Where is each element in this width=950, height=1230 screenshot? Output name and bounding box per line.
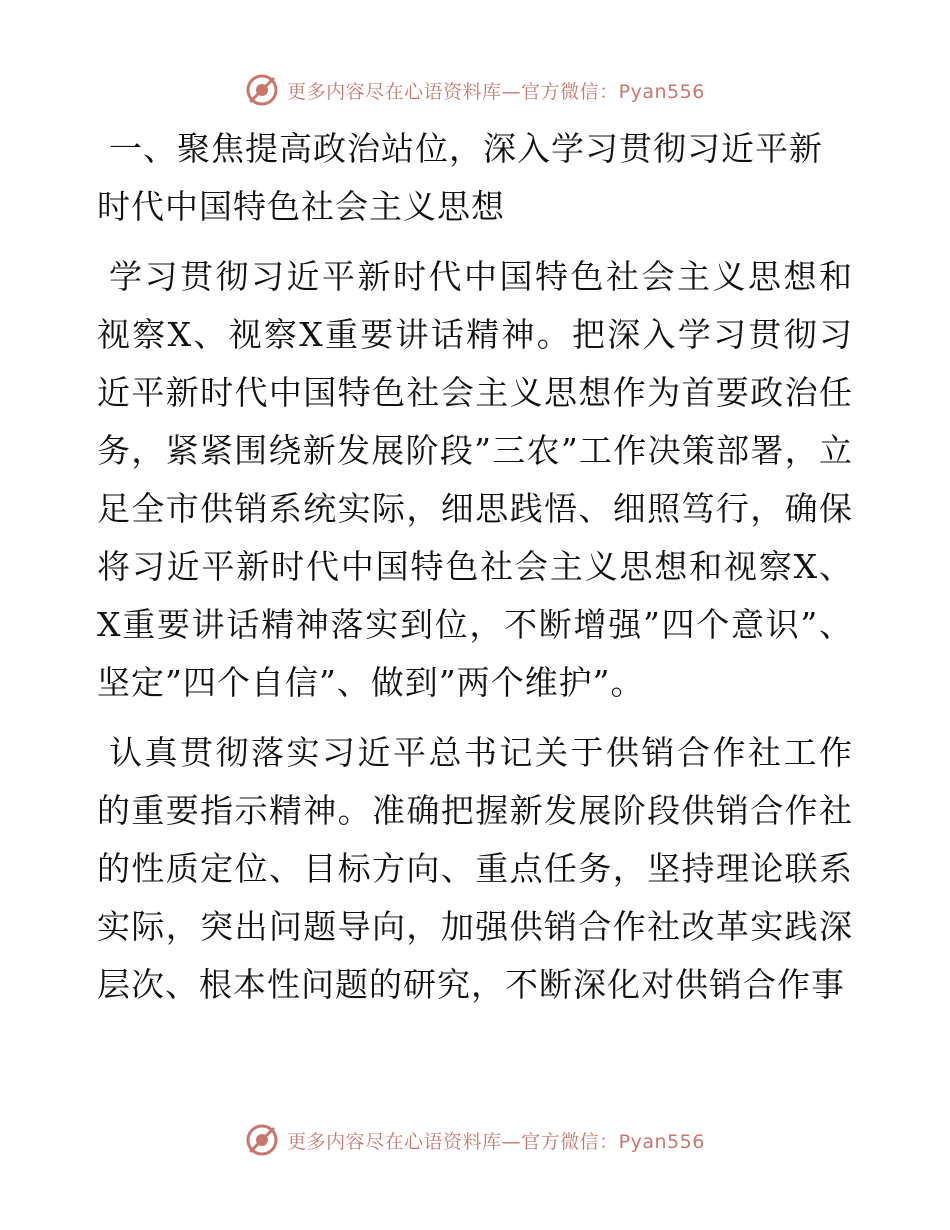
document-body [97, 120, 853, 1026]
section-heading: 一、聚焦提高政治站位，深入学习贯彻习近平新时代中国特色社会主义思想 [97, 129, 823, 226]
brand-logo-icon [245, 1123, 279, 1157]
brand-logo-icon [245, 73, 279, 107]
footer-watermark-banner [0, 1120, 950, 1160]
watermark-text: 更多内容尽在心语资料库—官方微信：Pyan556 [287, 1130, 705, 1153]
paragraph: 学习贯彻习近平新时代中国特色社会主义思想和视察X、视察X重要讲话精神。把深入学习贯彻习近平新时代中国特色社会主义思想作为首要政治任务，紧紧围绕新发展阶段”三农”工作决策部署，立足全市供销系统实际，细思践悟、细照笃行，确保将习近平新时代中国特色社会主义思想和视察X、X重要讲话精神落实到位，不断增强”四个意识”、坚定”四个自信”、做到”两个维护”。 [97, 257, 853, 702]
watermark-text: 更多内容尽在心语资料库—官方微信：Pyan556 [287, 80, 705, 103]
paragraph: 认真贯彻落实习近平总书记关于供销合作社工作的重要指示精神。准确把握新发展阶段供销合作社的性质定位、目标方向、重点任务，坚持理论联系实际，突出问题导向，加强供销合作社改革实践深层次、根本性问题的研究，不断深化对供销合作事 [97, 733, 853, 1004]
header-watermark-banner [0, 70, 950, 110]
